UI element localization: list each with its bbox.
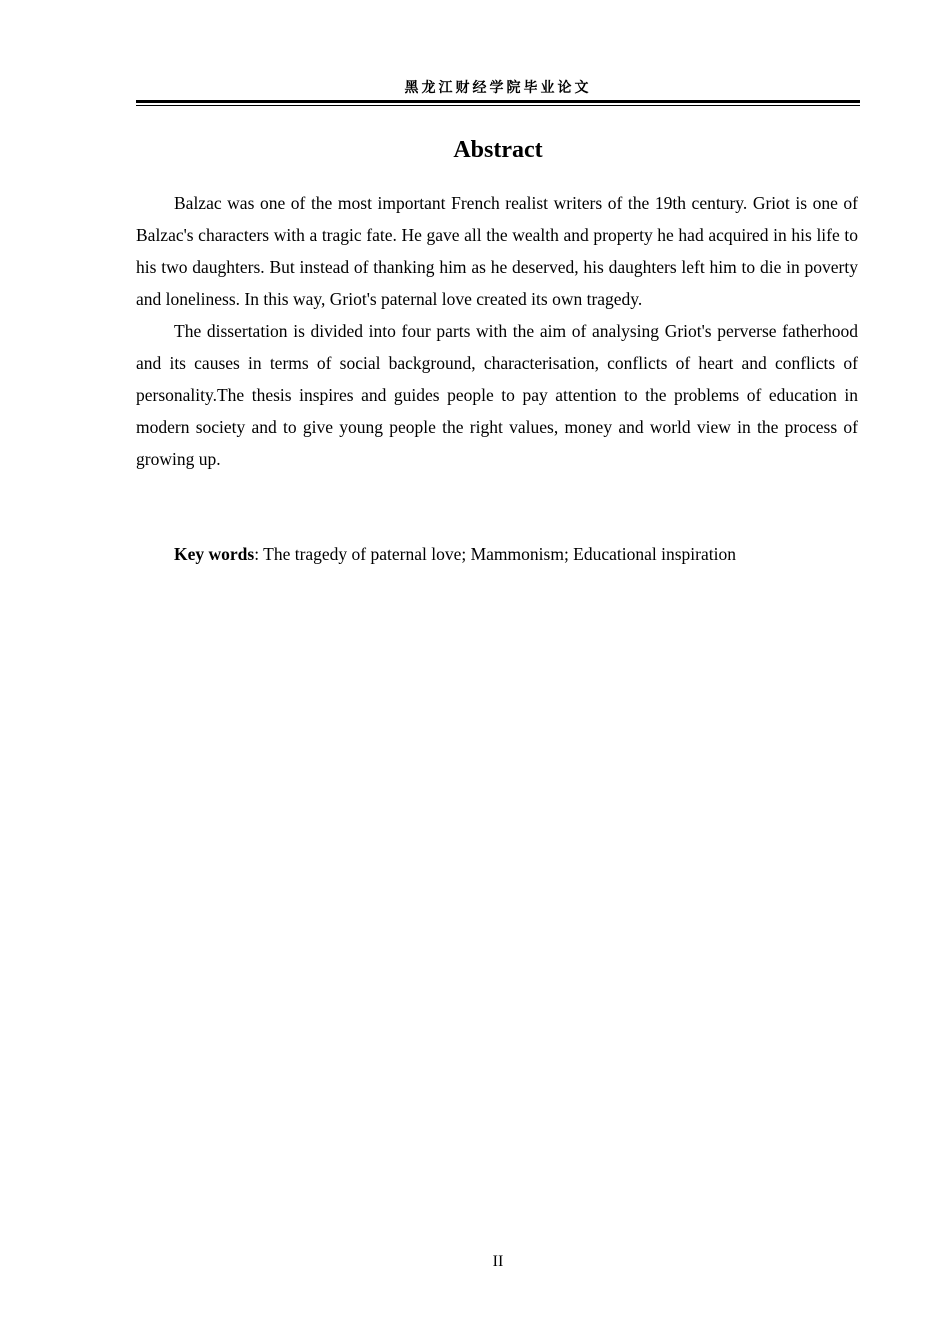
abstract-title: Abstract: [453, 137, 543, 163]
header-title: 黑龙江财经学院毕业论文: [404, 80, 592, 96]
header-rule-thin: [136, 105, 860, 106]
keywords-separator: :: [254, 544, 264, 564]
keywords-label: Key words: [174, 544, 255, 564]
page-header: [136, 78, 860, 106]
keywords-line: [136, 538, 858, 570]
abstract-paragraph-1: Balzac was one of the most important French realist writers of the 19th century. Griot is one of Balzac's characters with a tragic fate. He gave all the wealth and property he had acquired in his life to his two daughters. But instead of thanking him as he deserved, his daughters left him to die in poverty and loneliness. In this way, Griot's paternal love created its own tragedy.: [136, 193, 858, 309]
keywords-text: The tragedy of paternal love; Mammonism; Educational inspiration: [263, 544, 736, 564]
abstract-body: [136, 187, 858, 475]
page-number: II: [492, 1253, 504, 1270]
abstract-paragraph-2: The dissertation is divided into four parts with the aim of analysing Griot's perverse fatherhood and its causes in terms of social background, characterisation, conflicts of heart and conflicts of personality.The thesis inspires and guides people to pay attention to the problems of education in modern society and to give young people the right values, money and world view in the process of growing up.: [136, 321, 858, 469]
header-rule-thick: [136, 100, 860, 103]
